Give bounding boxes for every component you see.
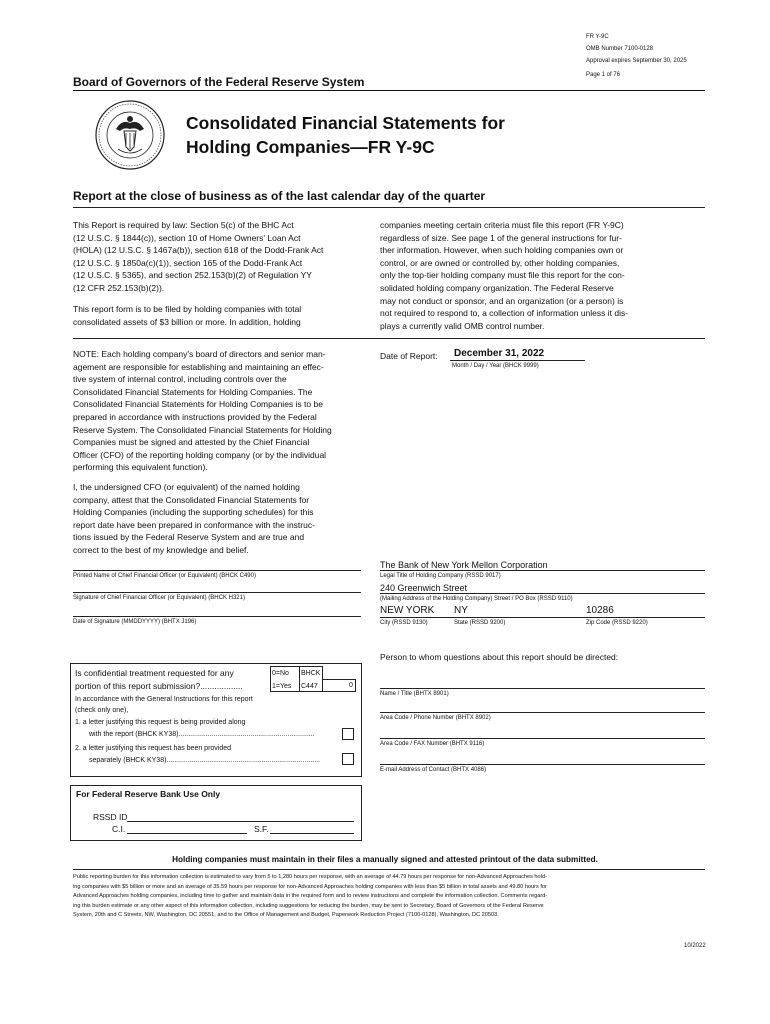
burden-line: Advanced Approaches holding companies, including time to gather and maintain data in the required form and to review instructions and complete the information collection. Comments regard- (73, 893, 548, 900)
agency-rule (73, 90, 705, 91)
intro-left-line: (HOLA) (12 U.S.C. § 1467a(b)), section 618 of the Dodd-Frank Act (73, 245, 324, 256)
note-line: Consolidated Financial Statements for Holding Companies. The (73, 386, 313, 397)
omb-number: OMB Number 7100-0128 (586, 46, 654, 52)
intro-left-line: (12 U.S.C. § 5365), and section 252.153(b)(2) of Regulation YY (73, 270, 312, 281)
date-of-signature-line[interactable] (73, 616, 361, 617)
city-label: City (RSSD 9130) (380, 620, 428, 626)
burden-line: System, 20th and C Streets, NW, Washington, DC 20551, and to the Office of Management and Budget, Paperwork Reduction Project (7100-0128), Washington, DC 20503. (73, 912, 499, 919)
contact-phone-line[interactable] (380, 712, 705, 713)
intro-left-line: (12 U.S.C. § 1850a(c)(1)), section 165 of the Dodd-Frank Act (73, 257, 303, 268)
contact-fax-line[interactable] (380, 738, 705, 739)
burden-line: Public reporting burden for this information collection is estimated to vary from 5 to 1,280 hours per response, with an average of 44.79 hours per response for non-Advanced Approaches hold- (73, 874, 547, 880)
form-title-line1: Consolidated Financial Statements for (186, 113, 505, 133)
intro-right-line: plays a currently valid OMB control number. (380, 320, 545, 331)
contact-name-line[interactable] (380, 688, 705, 689)
confidential-question-line: Is confidential treatment requested for any (75, 668, 234, 678)
attestation-paragraph (73, 481, 373, 557)
code-bhck: BHCK (301, 670, 321, 677)
fed-use-heading: For Federal Reserve Bank Use Only (76, 789, 221, 799)
intro-right-line: regardless of size. See page 1 of the general instructions for fur- (380, 232, 622, 243)
intro-right-line: not required to respond to, a collection of information unless it dis- (380, 308, 629, 319)
ci-line[interactable] (127, 833, 247, 834)
confidential-question (75, 667, 243, 692)
burden-line: ing this burden estimate or any other aspect of this information collection, including suggestions for reducing the burden, may be sent to Secretary, Board of Governors of the Federal Reserve (73, 902, 544, 909)
ci-label: C.I. (112, 824, 126, 834)
agency-name: Board of Governors of the Federal Reserve System (73, 75, 365, 89)
contact-phone-label: Area Code / Phone Number (BHTX 8902) (380, 715, 491, 721)
date-of-report-label: Date of Report: (380, 351, 438, 361)
code-c447: C447 (301, 683, 318, 690)
burden-rule (73, 869, 705, 870)
city-state-zip-line (380, 617, 705, 618)
date-of-report-line (450, 360, 585, 361)
page-number: Page 1 of 76 (586, 72, 621, 78)
note-line: Consolidated Financial Statements for Holding Companies is to be (73, 399, 323, 410)
zip-value[interactable]: 10286 (586, 605, 614, 616)
attest-line: company, attest that the Consolidated Financial Statements for (73, 494, 310, 505)
form-title (186, 111, 505, 159)
intro-right-line: ther information. However, when such holding companies own or (380, 245, 624, 256)
confidential-check-one: (check only one), (75, 707, 129, 714)
date-of-signature-label: Date of Signature (MMDDYYYY) (BHTX J196) (73, 619, 197, 625)
federal-reserve-seal-icon (92, 99, 168, 171)
contact-name-label: Name / Title (BHTX 8901) (380, 691, 449, 697)
revision-date: 10/2022 (684, 943, 706, 949)
printed-name-line[interactable] (73, 570, 361, 571)
date-of-report-value[interactable]: December 31, 2022 (454, 348, 545, 359)
sf-label: S.F. (254, 824, 269, 834)
note-line: NOTE: Each holding company's board of directors and senior man- (73, 349, 326, 359)
intro-right-line: may not conduct or sponsor, and an organization (or a person) is (380, 295, 624, 306)
option-yes: 1=Yes (272, 683, 292, 690)
attest-line: correct to the best of my knowledge and belief. (73, 544, 249, 555)
legal-title-label: Legal Title of Holding Company (RSSD 9017) (380, 573, 501, 579)
approval-expiry: Approval expires September 30, 2025 (586, 58, 687, 64)
city-value[interactable]: NEW YORK (380, 605, 435, 616)
contact-heading: Person to whom questions about this report should be directed: (380, 652, 619, 662)
intro-left-filing (73, 303, 373, 328)
printed-name-label: Printed Name of Chief Financial Officer (or Equivalent) (BHCK C490) (73, 573, 256, 579)
intro-left-line: This report form is to be filed by holding companies with total (73, 304, 302, 314)
address-value[interactable]: 240 Greenwich Street (380, 583, 468, 593)
attest-line: tions issued by the Federal Reserve System and are true and (73, 532, 305, 543)
address-line (380, 593, 705, 594)
section-rule (73, 338, 705, 339)
contact-email-label: E-mail Address of Contact (BHTX 4086) (380, 767, 487, 773)
option2-checkbox[interactable] (342, 753, 354, 765)
intro-right-line: companies meeting certain criteria must file this report (FR Y-9C) (380, 220, 624, 230)
confidential-instructions: In accordance with the General Instructions for this report (75, 696, 253, 703)
rssd-label: RSSD ID (93, 812, 128, 822)
intro-right-line: only the top-tier holding company must file this report for the con- (380, 270, 625, 281)
contact-email-line[interactable] (380, 764, 705, 765)
intro-left-line: consolidated assets of $3 billion or more. In addition, holding (73, 316, 301, 327)
form-id: FR Y-9C (586, 34, 609, 40)
note-line: agement are responsible for establishing and maintaining an effec- (73, 361, 324, 372)
date-of-report-caption: Month / Day / Year (BHCK 9999) (452, 363, 539, 369)
form-header (586, 31, 687, 81)
intro-right-line: control, or are owned or controlled by, other holding companies, (380, 257, 620, 268)
intro-left-line: (12 U.S.C. § 1844(c)), section 10 of Home Owners' Loan Act (73, 232, 301, 243)
signature-label: Signature of Chief Financial Officer (or Equivalent) (BHCK H321) (73, 595, 245, 601)
attest-line: I, the undersigned CFO (or equivalent) of the named holding (73, 482, 300, 492)
legal-title-line (380, 570, 705, 571)
note-line: performing this equivalent function). (73, 462, 208, 473)
attest-line: Holding Companies (including the supporting schedules) for this (73, 507, 314, 518)
note-line: Reserve System. The Consolidated Financial Statements for Holding (73, 424, 332, 435)
option1-text-cont: with the report (BHCK KY38)...................................................................... (89, 731, 315, 738)
note-line: tive system of internal control, including controls over the (73, 374, 287, 385)
confidential-value[interactable]: 0 (349, 682, 353, 689)
burden-statement (73, 873, 707, 921)
attest-line: report date have been prepared in conformance with the instruc- (73, 519, 315, 530)
signature-line[interactable] (73, 592, 361, 593)
address-label: (Mailing Address of the Holding Company) Street / PO Box (RSSD 9110) (380, 596, 573, 602)
intro-left-line: This Report is required by law: Section 5(c) of the BHC Act (73, 220, 294, 230)
zip-label: Zip Code (RSSD 9220) (586, 620, 648, 626)
intro-left-line: (12 CFR 252.153(b)(2)). (73, 282, 165, 293)
note-line: Officer (CFO) of the reporting holding company (or by the individual (73, 449, 327, 460)
maintain-notice: Holding companies must maintain in their files a manually signed and attested printout of the data submitted. (172, 855, 598, 864)
option2-text-cont: separately (BHCK KY38)............................................................................... (89, 757, 321, 764)
state-label: State (RSSD 9200) (454, 620, 506, 626)
heading-rule (73, 207, 705, 208)
note-paragraph (73, 348, 373, 474)
option-no: 0=No (272, 670, 289, 677)
burden-line: ing companies with $5 billion or more and an average of 35.59 hours per response for non-Advanced Approaches holding companies with less than $5 billion in total assets and 49.80 hours for (73, 883, 547, 890)
intro-right-line: solidated holding company organization. The Federal Reserve (380, 282, 614, 293)
sf-line[interactable] (270, 833, 354, 834)
note-line: prepared in accordance with instructions provided by the Federal (73, 411, 317, 422)
contact-fax-label: Area Code / FAX Number (BHTX 9116) (380, 741, 485, 747)
intro-left (73, 219, 373, 295)
state-value[interactable]: NY (454, 605, 468, 616)
form-title-line2: Holding Companies—FR Y-9C (186, 137, 435, 157)
intro-right (380, 219, 705, 332)
legal-title-value[interactable]: The Bank of New York Mellon Corporation (380, 560, 548, 570)
option1-text: 1. a letter justifying this request is being provided along (75, 719, 246, 726)
rssd-line[interactable] (127, 821, 354, 822)
confidential-question-line: portion of this report submission?.................. (75, 680, 243, 691)
report-heading: Report at the close of business as of the last calendar day of the quarter (73, 189, 486, 203)
option2-text: 2. a letter justifying this request has been provided (75, 745, 232, 752)
option1-checkbox[interactable] (342, 728, 354, 740)
note-line: Companies must be signed and attested by the Chief Financial (73, 437, 310, 448)
